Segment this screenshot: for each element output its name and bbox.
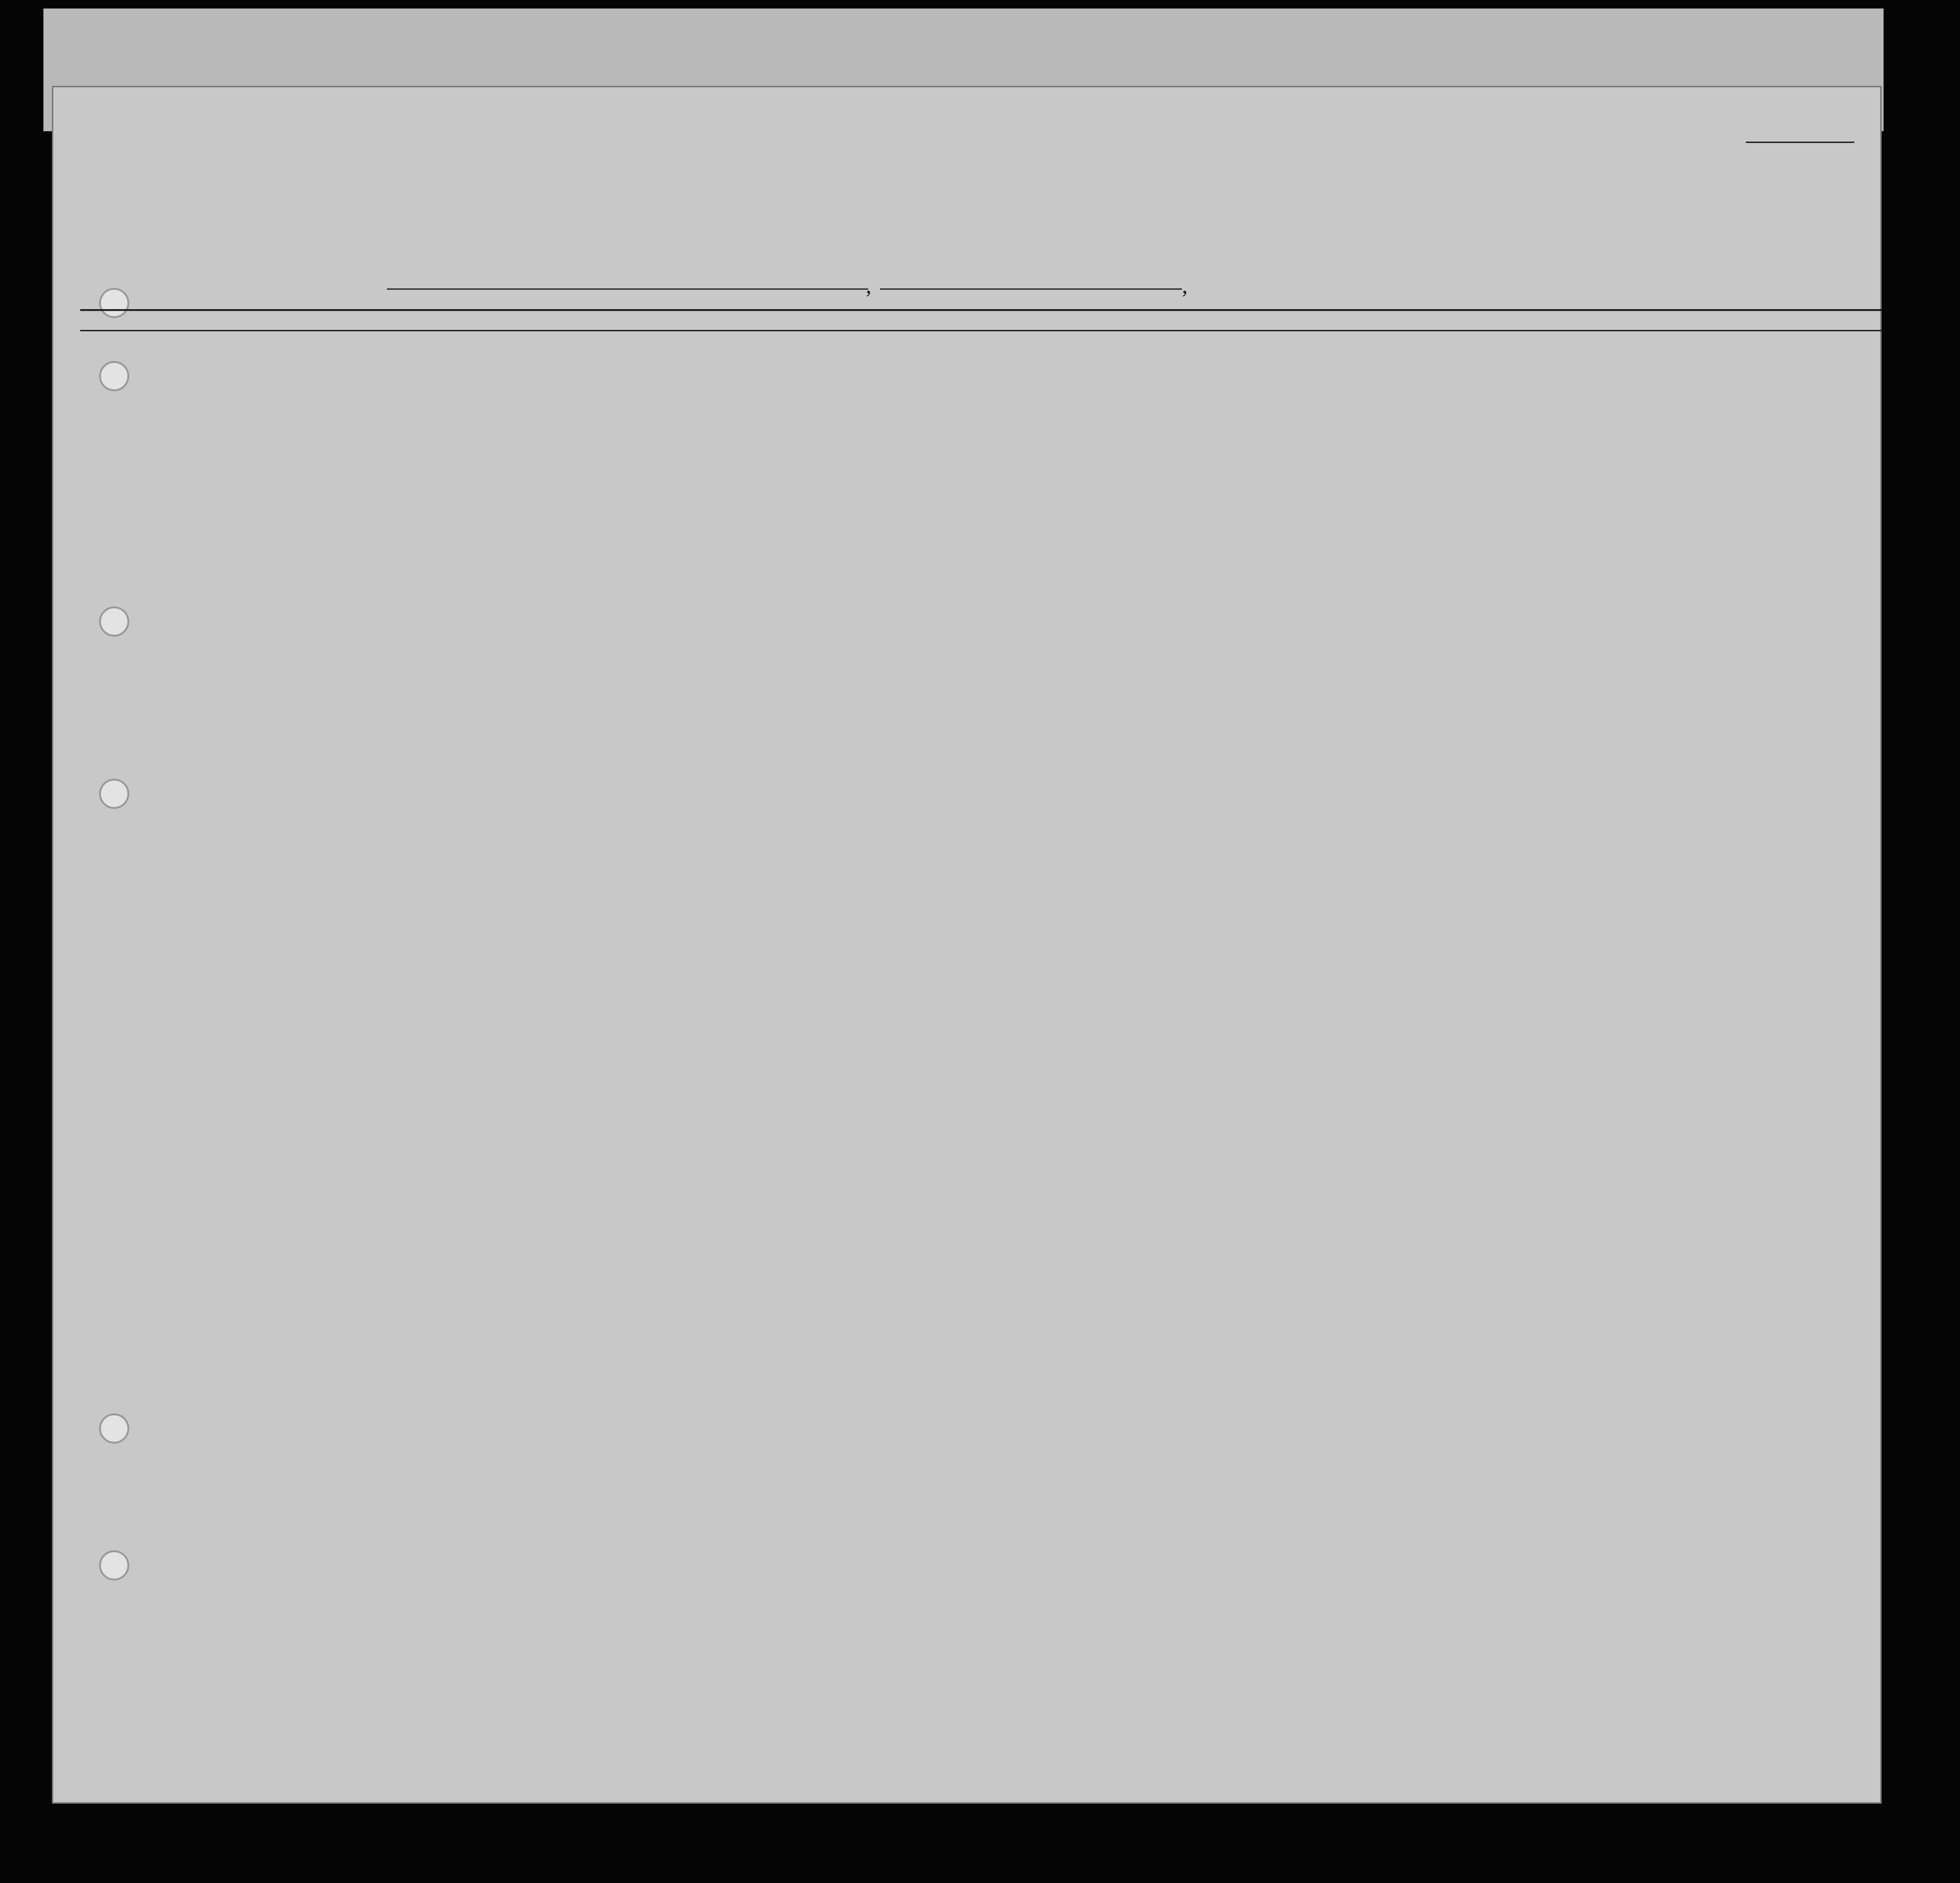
header-deported [1446, 347, 1467, 467]
punch-hole [99, 779, 129, 809]
punch-hole [99, 606, 129, 637]
separator: , [1182, 273, 1188, 298]
column-number-row [80, 309, 1882, 331]
header-overthrow [1359, 347, 1392, 467]
list-line [1746, 142, 1854, 143]
punch-hole [99, 1550, 129, 1580]
manifest-sheet [52, 86, 1882, 1804]
punch-hole [99, 1413, 129, 1444]
header-purpose-length [1184, 363, 1203, 470]
separator: , [866, 273, 871, 298]
date-line [880, 288, 1182, 290]
header-purpose-return [1137, 363, 1168, 470]
header-labor-offer [1399, 347, 1432, 467]
port-line [387, 288, 868, 290]
header-purpose-citizen [1236, 363, 1255, 470]
punch-hole [99, 361, 129, 391]
header-prison [1276, 347, 1302, 467]
